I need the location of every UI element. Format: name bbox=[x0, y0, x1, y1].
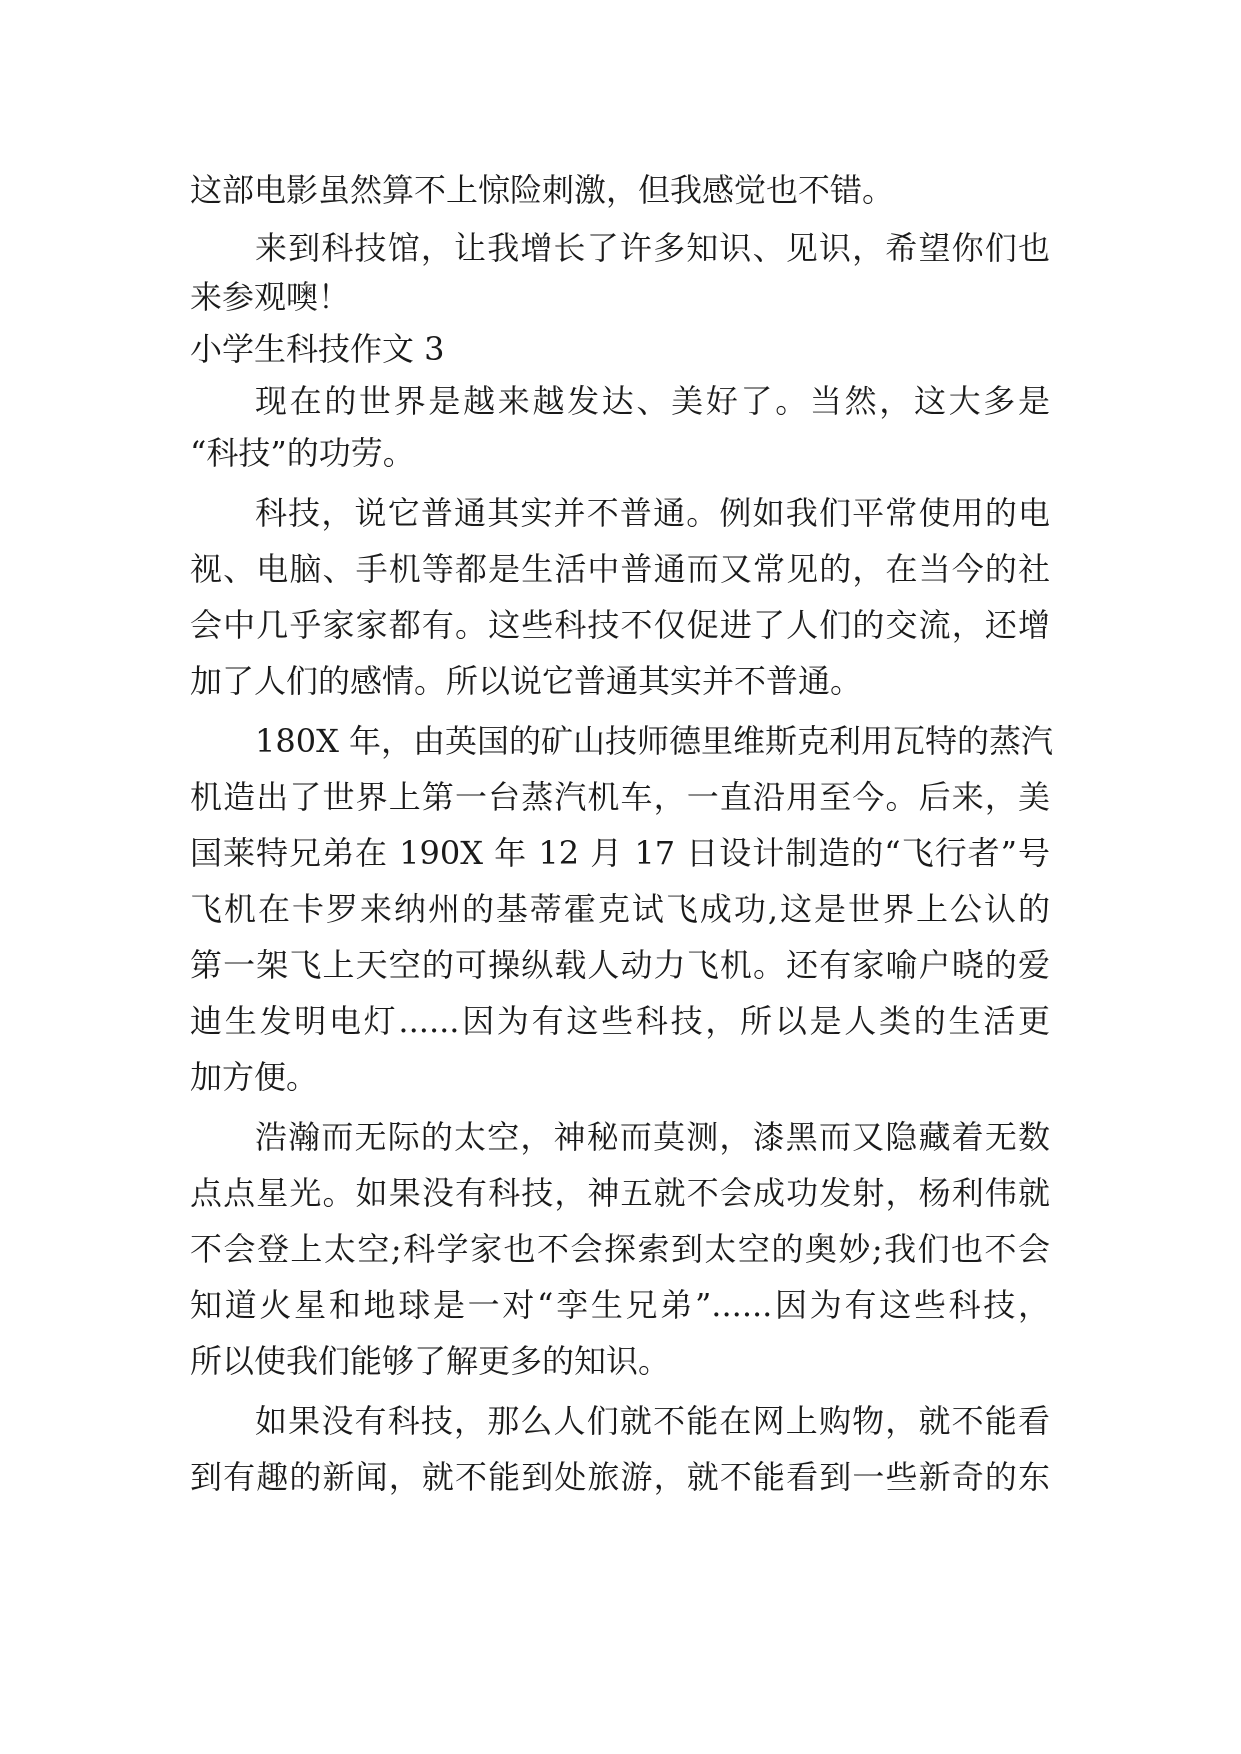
text-line: 知道火星和地球是一对“孪生兄弟”......因为有这些科技， bbox=[190, 1286, 1050, 1324]
text-line: 点点星光。如果没有科技，神五就不会成功发射，杨利伟就 bbox=[190, 1174, 1050, 1212]
text-line: 所以使我们能够了解更多的知识。 bbox=[190, 1342, 671, 1380]
text-line: 第一架飞上天空的可操纵载人动力飞机。还有家喻户晓的爱 bbox=[190, 946, 1050, 984]
text-line: 视、电脑、手机等都是生活中普通而又常见的，在当今的社 bbox=[190, 550, 1050, 588]
text-line: 科技，说它普通其实并不普通。例如我们平常使用的电 bbox=[255, 494, 1050, 532]
text-line: 到有趣的新闻，就不能到处旅游，就不能看到一些新奇的东 bbox=[190, 1458, 1050, 1496]
text-line: 机造出了世界上第一台蒸汽机车，一直沿用至今。后来，美 bbox=[190, 778, 1050, 816]
text-line: 飞机在卡罗来纳州的基蒂霍克试飞成功,这是世界上公认的 bbox=[190, 890, 1050, 928]
text-line: 180X 年，由英国的矿山技师德里维斯克利用瓦特的蒸汽 bbox=[255, 722, 1054, 760]
text-line: 不会登上太空;科学家也不会探索到太空的奥妙;我们也不会 bbox=[190, 1230, 1050, 1268]
text-line: 来到科技馆，让我增长了许多知识、见识，希望你们也 bbox=[255, 229, 1050, 267]
text-line: 浩瀚而无际的太空，神秘而莫测，漆黑而又隐藏着无数 bbox=[255, 1118, 1050, 1156]
text-line: 迪生发明电灯......因为有这些科技，所以是人类的生活更 bbox=[190, 1002, 1050, 1040]
text-line: 加方便。 bbox=[190, 1058, 319, 1096]
text-line: 加了人们的感情。所以说它普通其实并不普通。 bbox=[190, 662, 863, 700]
text-line: 现在的世界是越来越发达、美好了。当然，这大多是 bbox=[255, 382, 1050, 420]
text-line: 来参观噢！ bbox=[190, 278, 351, 316]
text-line: 如果没有科技，那么人们就不能在网上购物，就不能看 bbox=[255, 1402, 1050, 1440]
text-line: 会中几乎家家都有。这些科技不仅促进了人们的交流，还增 bbox=[190, 606, 1050, 644]
text-line: 国莱特兄弟在 190X 年 12 月 17 日设计制造的“飞行者”号 bbox=[190, 834, 1050, 872]
section-heading: 小学生科技作文 3 bbox=[190, 330, 445, 368]
text-line: “科技”的功劳。 bbox=[190, 434, 415, 472]
text-line: 这部电影虽然算不上惊险刺激，但我感觉也不错。 bbox=[190, 171, 895, 209]
